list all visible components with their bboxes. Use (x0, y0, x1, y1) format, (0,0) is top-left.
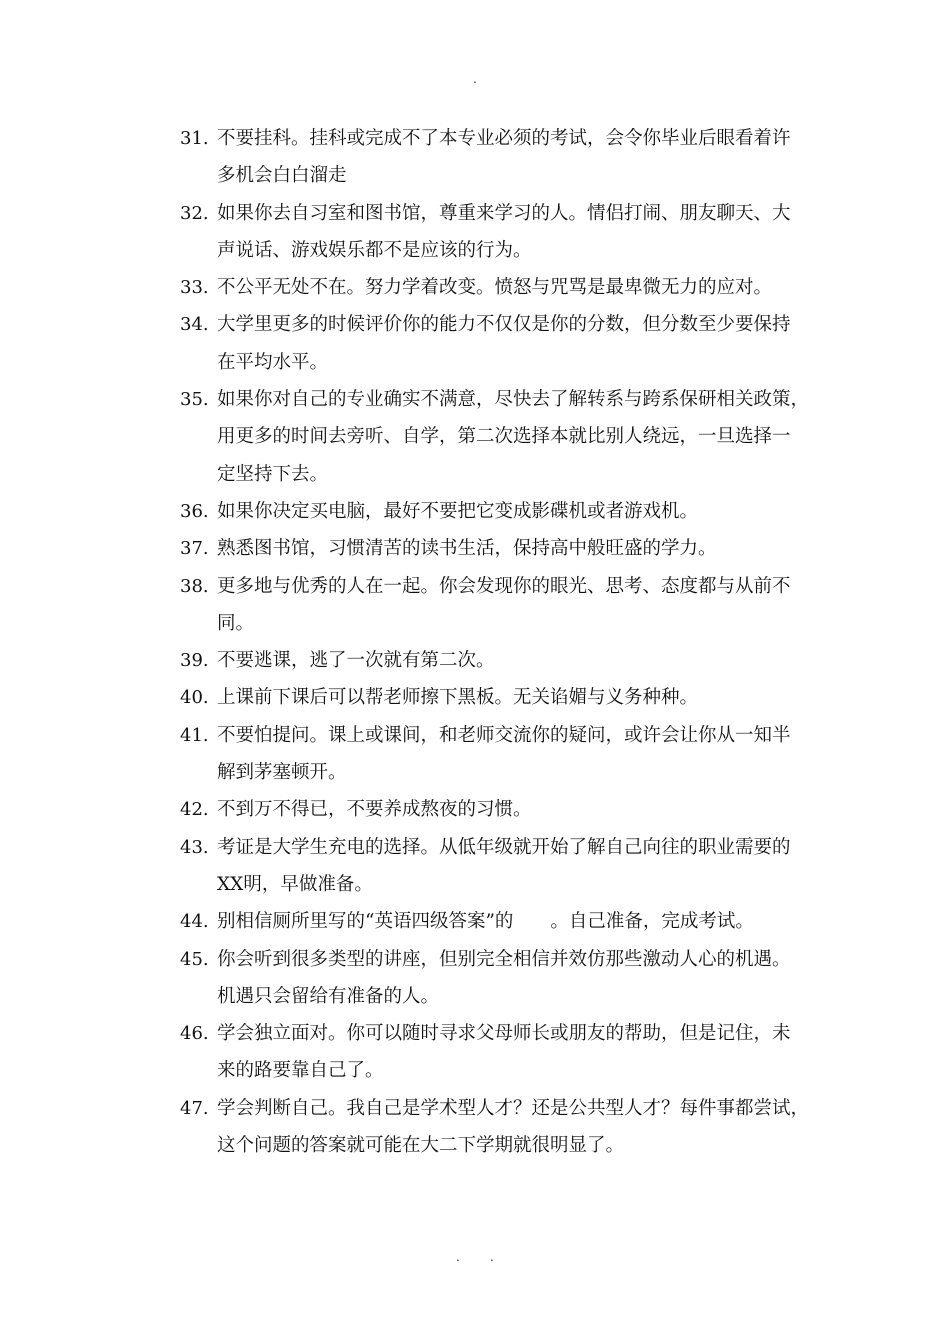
list-item (180, 903, 820, 940)
item-text-line: 解到茅塞顿开。 (217, 762, 347, 784)
item-number: 34. (180, 314, 209, 336)
item-text-line: 大学里更多的时候评价你的能力不仅仅是你的分数，但分数至少要保持 (217, 314, 791, 336)
list-item (180, 568, 820, 643)
item-number: 43. (180, 836, 209, 858)
footer-mark: . (456, 1250, 460, 1264)
item-text-line: 学会判断自己。我自己是学术型人才？还是公共型人才？每件事都尝试， (217, 1097, 810, 1119)
item-text-line: 不公平无处不在。努力学着改变。愤怒与咒骂是最卑微无力的应对。 (217, 277, 773, 299)
footer-mark: . (490, 1250, 494, 1264)
item-text-line: 别相信厕所里写的“英语四级答案”的 。自己准备，完成考试。 (217, 911, 754, 933)
item-number: 46. (180, 1023, 209, 1045)
item-text-line: 如果你决定买电脑，最好不要把它变成影碟机或者游戏机。 (217, 500, 699, 522)
list-item (180, 679, 820, 716)
item-text-line: 声说话、游戏娱乐都不是应该的行为。 (217, 239, 532, 261)
list-item (180, 642, 820, 679)
item-text-line: 多机会白白溜走 (217, 165, 347, 187)
list-item (180, 120, 820, 195)
item-text-line: 同。 (217, 612, 255, 634)
advice-list (180, 120, 820, 1164)
item-number: 31. (180, 128, 209, 149)
item-text-line: 你会听到很多类型的讲座，但别完全相信并效仿那些激动人心的机遇。 (217, 948, 791, 970)
list-item (180, 1015, 820, 1090)
item-text-line: 不到万不得已，不要养成熬夜的习惯。 (217, 799, 532, 821)
list-item (180, 530, 820, 567)
list-item (180, 306, 820, 381)
list-item (180, 269, 820, 306)
item-text-line: 不要挂科。挂科或完成不了本专业必须的考试，会令你毕业后眼看着许 (217, 128, 791, 149)
item-number: 35. (180, 389, 209, 411)
item-number: 37. (180, 538, 209, 560)
item-number: 44. (180, 911, 209, 933)
item-number: 36. (180, 500, 209, 522)
item-text-line: XX明，早做准备。 (217, 873, 373, 895)
item-number: 42. (180, 799, 209, 821)
item-number: 38. (180, 575, 209, 597)
item-number: 45. (180, 948, 209, 970)
list-item (180, 791, 820, 828)
list-item (180, 195, 820, 270)
item-number: 40. (180, 687, 209, 709)
item-text-line: 不要怕提问。课上或课间，和老师交流你的疑问，或许会让你从一知半 (217, 724, 791, 746)
item-number: 47. (180, 1097, 209, 1119)
item-text-line: 更多地与优秀的人在一起。你会发现你的眼光、思考、态度都与从前不 (217, 575, 791, 597)
item-number: 33. (180, 277, 209, 299)
item-text-line: 如果你对自己的专业确实不满意，尽快去了解转系与跨系保研相关政策， (217, 389, 810, 411)
item-text-line: 上课前下课后可以帮老师擦下黑板。无关谄媚与义务种种。 (217, 687, 699, 709)
item-number: 39. (180, 650, 209, 672)
item-text-line: 来的路要靠自己了。 (217, 1060, 384, 1082)
item-text-line: 用更多的时间去旁听、自学，第二次选择本就比别人绕远，一旦选择一 (217, 426, 791, 448)
list-item (180, 941, 820, 1016)
item-number: 32. (180, 202, 209, 224)
item-text-line: 在平均水平。 (217, 351, 329, 373)
list-item (180, 717, 820, 792)
list-item (180, 493, 820, 530)
item-text-line: 定坚持下去。 (217, 463, 329, 485)
item-text-line: 如果你去自习室和图书馆，尊重来学习的人。情侣打闹、朋友聊天、大 (217, 202, 791, 224)
item-text-line: 不要逃课，逃了一次就有第二次。 (217, 650, 495, 672)
list-item (180, 1090, 820, 1165)
list-item (180, 381, 820, 493)
item-text-line: 考证是大学生充电的选择。从低年级就开始了解自己向往的职业需要的 (217, 836, 791, 858)
item-text-line: 这个问题的答案就可能在大二下学期就很明显了。 (217, 1135, 625, 1157)
list-item (180, 829, 820, 904)
item-number: 41. (180, 724, 209, 746)
header-mark: . (473, 72, 477, 86)
item-text-line: 熟悉图书馆，习惯清苦的读书生活，保持高中般旺盛的学力。 (217, 538, 717, 560)
item-text-line: 学会独立面对。你可以随时寻求父母师长或朋友的帮助，但是记住，未 (217, 1023, 791, 1045)
item-text-line: 机遇只会留给有准备的人。 (217, 985, 440, 1007)
